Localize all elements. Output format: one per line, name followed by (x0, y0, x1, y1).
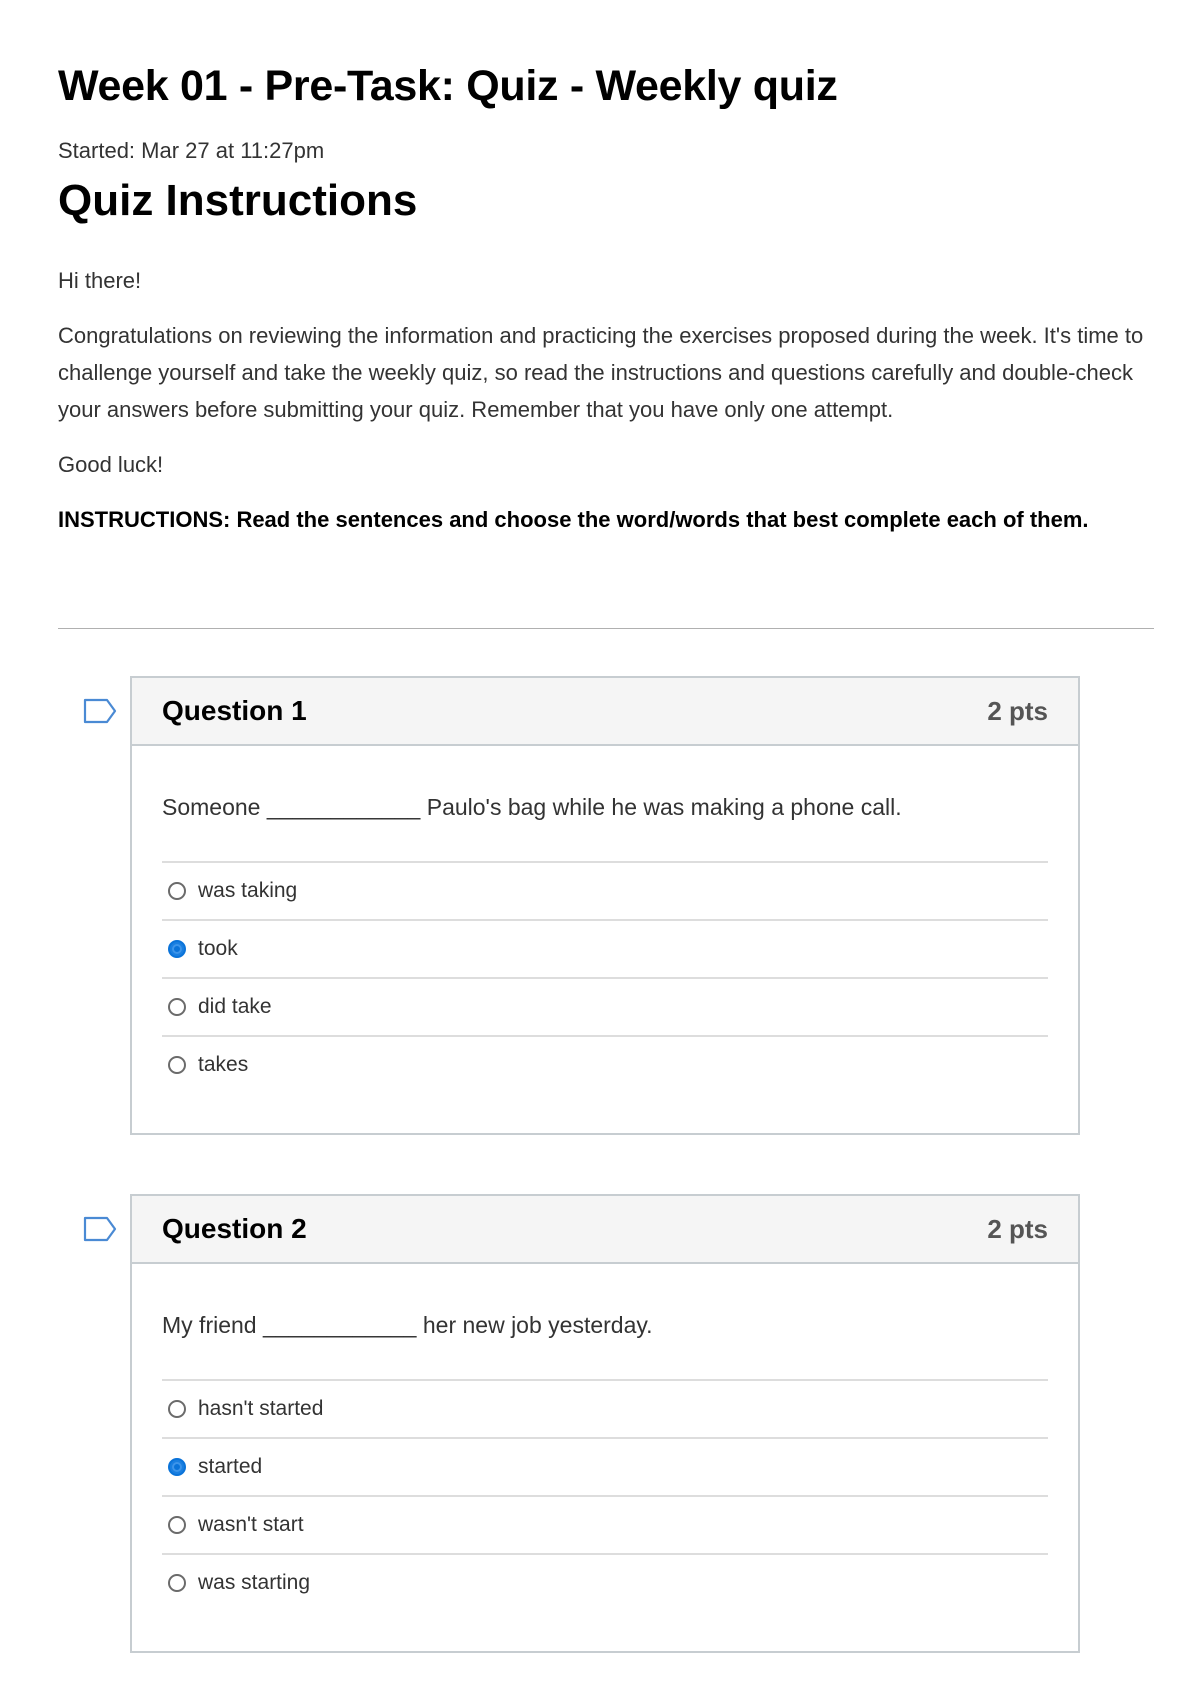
answer-label: wasn't start (198, 1513, 304, 1536)
answer-label: takes (198, 1053, 249, 1076)
radio-button-icon[interactable] (168, 1574, 186, 1592)
radio-button-icon[interactable] (168, 1056, 186, 1074)
instructions-directive: INSTRUCTIONS: Read the sentences and choose the word/words that best complete each of them. (58, 507, 1089, 532)
radio-button-icon[interactable] (168, 998, 186, 1016)
flag-icon[interactable] (83, 1216, 117, 1242)
question-name: Question 1 (162, 695, 307, 726)
radio-button-icon[interactable] (168, 940, 186, 958)
question-points: 2 pts (987, 1213, 1048, 1244)
answer-option[interactable] (162, 921, 1048, 979)
answer-label: took (198, 937, 238, 960)
radio-button-icon[interactable] (168, 1458, 186, 1476)
instructions-heading: Quiz Instructions (58, 176, 418, 225)
question-text: Someone ____________ Paulo's bag while he was making a phone call. (162, 794, 902, 820)
question-name: Question 2 (162, 1213, 307, 1244)
question-points: 2 pts (987, 695, 1048, 726)
answer-list (162, 861, 1048, 1093)
answer-label: hasn't started (198, 1397, 324, 1420)
answer-option[interactable] (162, 1555, 1048, 1611)
answer-label: started (198, 1455, 263, 1478)
radio-button-icon[interactable] (168, 1400, 186, 1418)
flag-icon[interactable] (83, 698, 117, 724)
question-body (132, 1264, 1078, 1651)
answer-option[interactable] (162, 863, 1048, 921)
answer-label: did take (198, 995, 272, 1018)
answer-option[interactable] (162, 1381, 1048, 1439)
question-header (132, 1196, 1078, 1264)
answer-option[interactable] (162, 1439, 1048, 1497)
question-card (130, 1194, 1080, 1653)
closing-text: Good luck! (58, 452, 164, 477)
question-card (130, 676, 1080, 1135)
answer-label: was starting (198, 1571, 311, 1594)
started-timestamp: Started: Mar 27 at 11:27pm (58, 138, 325, 163)
answer-option[interactable] (162, 979, 1048, 1037)
question-header (132, 678, 1078, 746)
answer-option[interactable] (162, 1037, 1048, 1093)
section-divider (58, 628, 1154, 629)
question-body (132, 746, 1078, 1133)
answer-label: was taking (198, 879, 298, 902)
radio-button-icon[interactable] (168, 1516, 186, 1534)
question-text: My friend ____________ her new job yesterday. (162, 1312, 653, 1338)
answer-option[interactable] (162, 1497, 1048, 1555)
instructions-paragraph: Congratulations on reviewing the information and practicing the exercises proposed during the week. It's time to challenge yourself and take the weekly quiz, so read the instructions and questions carefully and double-check your answers before submitting your quiz. Remember that you have only one attempt. (58, 323, 1144, 422)
answer-list (162, 1379, 1048, 1611)
quiz-title: Week 01 - Pre-Task: Quiz - Weekly quiz (58, 62, 838, 110)
radio-button-icon[interactable] (168, 882, 186, 900)
instructions-body (58, 262, 1154, 556)
greeting-text: Hi there! (58, 268, 142, 293)
